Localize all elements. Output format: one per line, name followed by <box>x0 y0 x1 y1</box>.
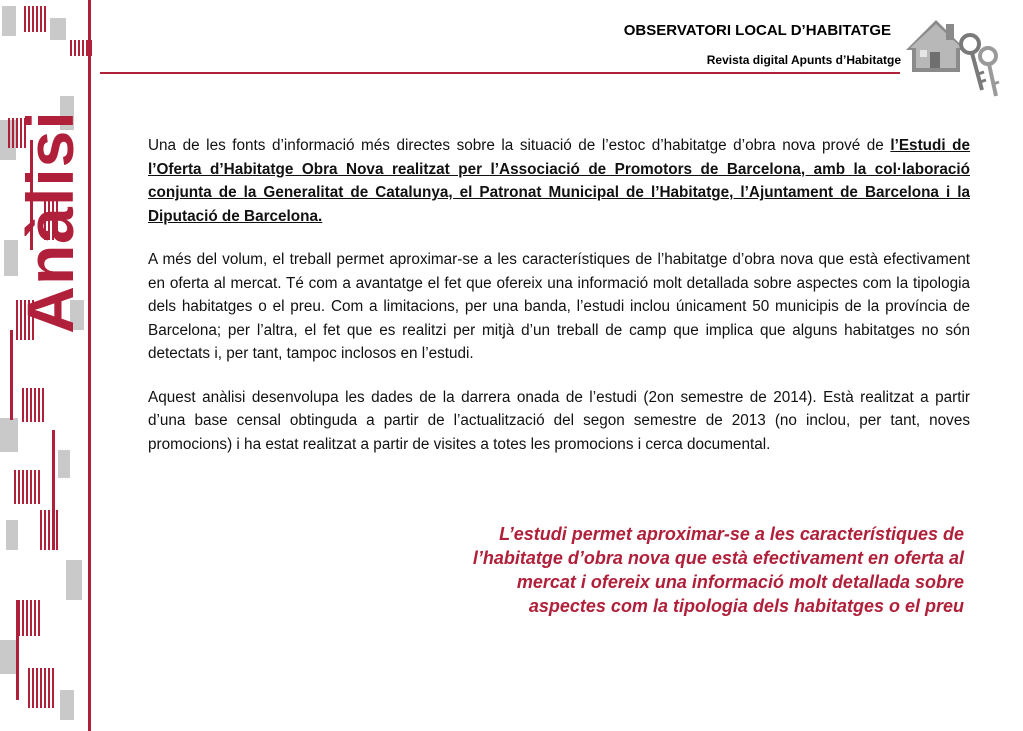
decorative-bar <box>40 6 42 32</box>
decorative-bar <box>58 450 70 478</box>
decorative-bar <box>26 470 28 504</box>
header-divider <box>100 72 900 74</box>
decorative-bar <box>18 470 20 504</box>
paragraph-2: A més del volum, el treball permet aproximar-se a les característiques de l’habitatge d’obra nova que està efectivament en oferta al mercat. Té com a avantatge el fet que ofereix una informació molt detallada sobre aspectes com la tipologia dels habitatges o el preu. Com a limitacions, per una banda, l’estudi inclou únicament 50 municipis de la província de Barcelona; per l’altra, el fet que es realitzi per mitjà d’un treball de camp que implica que alguns habitatges no són detectats i, per tant, tampoc inclosos en l’estudi. <box>148 251 970 362</box>
header-subtitle: Revista digital Apunts d’Habitatge <box>706 53 901 67</box>
decorative-bar <box>6 520 18 550</box>
decorative-bar <box>22 600 24 636</box>
decorative-bar <box>38 470 40 504</box>
decorative-bar <box>82 40 84 56</box>
decorative-bar <box>32 6 34 32</box>
decorative-bar <box>0 640 16 674</box>
decorative-bar <box>38 388 40 422</box>
decorative-bar <box>22 388 24 422</box>
decorative-bar <box>56 510 58 550</box>
article-body <box>148 134 970 476</box>
decorative-bar <box>26 600 28 636</box>
decorative-bar <box>70 40 72 56</box>
decorative-bar <box>40 668 42 708</box>
paragraph-1-intro: Una de les fonts d’informació més directes sobre la situació de l’estoc d’habitatge d’obra nova prové de <box>148 137 891 154</box>
decorative-bar <box>48 510 50 550</box>
decorative-bar <box>30 600 32 636</box>
decorative-bar <box>38 600 40 636</box>
decorative-bar <box>30 388 32 422</box>
decorative-bar <box>28 668 30 708</box>
decorative-bar <box>34 600 36 636</box>
decorative-bar <box>0 418 18 452</box>
decorative-bar <box>24 6 26 32</box>
decorative-bar <box>26 388 28 422</box>
decorative-bar <box>50 18 66 40</box>
paragraph-1 <box>148 134 970 228</box>
decorative-bar <box>78 40 80 56</box>
decorative-bar <box>14 470 16 504</box>
decorative-bar <box>8 118 10 148</box>
decorative-bar <box>44 6 46 32</box>
decorative-bar <box>42 388 44 422</box>
paragraph-3: Aquest anàlisi desenvolupa les dades de la darrera onada de l’estudi (2on semestre de 2014). Està realitzat a partir d’una base censal obtinguda a partir de l’actualització del segon semestre de 2013 (no inclou, per tant, noves promocions) i ha estat realitzat a partir de visites a totes les promocions i cerca documental. <box>148 388 970 453</box>
decorative-bar <box>34 388 36 422</box>
decorative-bar <box>36 668 38 708</box>
decorative-bar <box>52 668 54 708</box>
header-title: OBSERVATORI LOCAL D’HABITATGE <box>623 22 891 39</box>
decorative-bar <box>32 668 34 708</box>
highlight-quote: L’estudi permet aproximar-se a les característiques de l’habitatge d’obra nova que està efectivament en oferta al mercat i ofereix una informació molt detallada sobre aspectes com la tipologia dels habitatges o el preu <box>472 524 964 616</box>
house-keys-icon <box>900 10 1004 103</box>
decorative-bar <box>30 470 32 504</box>
decorative-bar <box>40 510 42 550</box>
decorative-bar <box>36 6 38 32</box>
decorative-bar <box>52 430 55 550</box>
section-label: Anàlisi <box>13 110 87 334</box>
decorative-bar <box>2 6 16 36</box>
decorative-bar <box>44 510 46 550</box>
decorative-bar <box>60 690 74 720</box>
decorative-bar <box>86 40 88 56</box>
decorative-bar <box>10 330 13 420</box>
decorative-bar <box>34 470 36 504</box>
decorative-bar <box>88 0 91 731</box>
decorative-bar <box>28 6 30 32</box>
decorative-bar <box>44 668 46 708</box>
decorative-bar <box>74 40 76 56</box>
side-decoration <box>0 0 100 731</box>
study-reference-link[interactable]: l’Estudi de l’Oferta d’Habitatge Obra Nova realitzat per l’Associació de Promotors de Barcelona, amb la col·laboració conjunta de la Generalitat de Catalunya, el Patronat Municipal de l’Habitatge, l’Ajuntament de Barcelona i la Diputació de Barcelona. <box>148 137 971 225</box>
decorative-bar <box>66 560 82 600</box>
decorative-bar <box>16 600 19 700</box>
decorative-bar <box>22 470 24 504</box>
decorative-bar <box>48 668 50 708</box>
